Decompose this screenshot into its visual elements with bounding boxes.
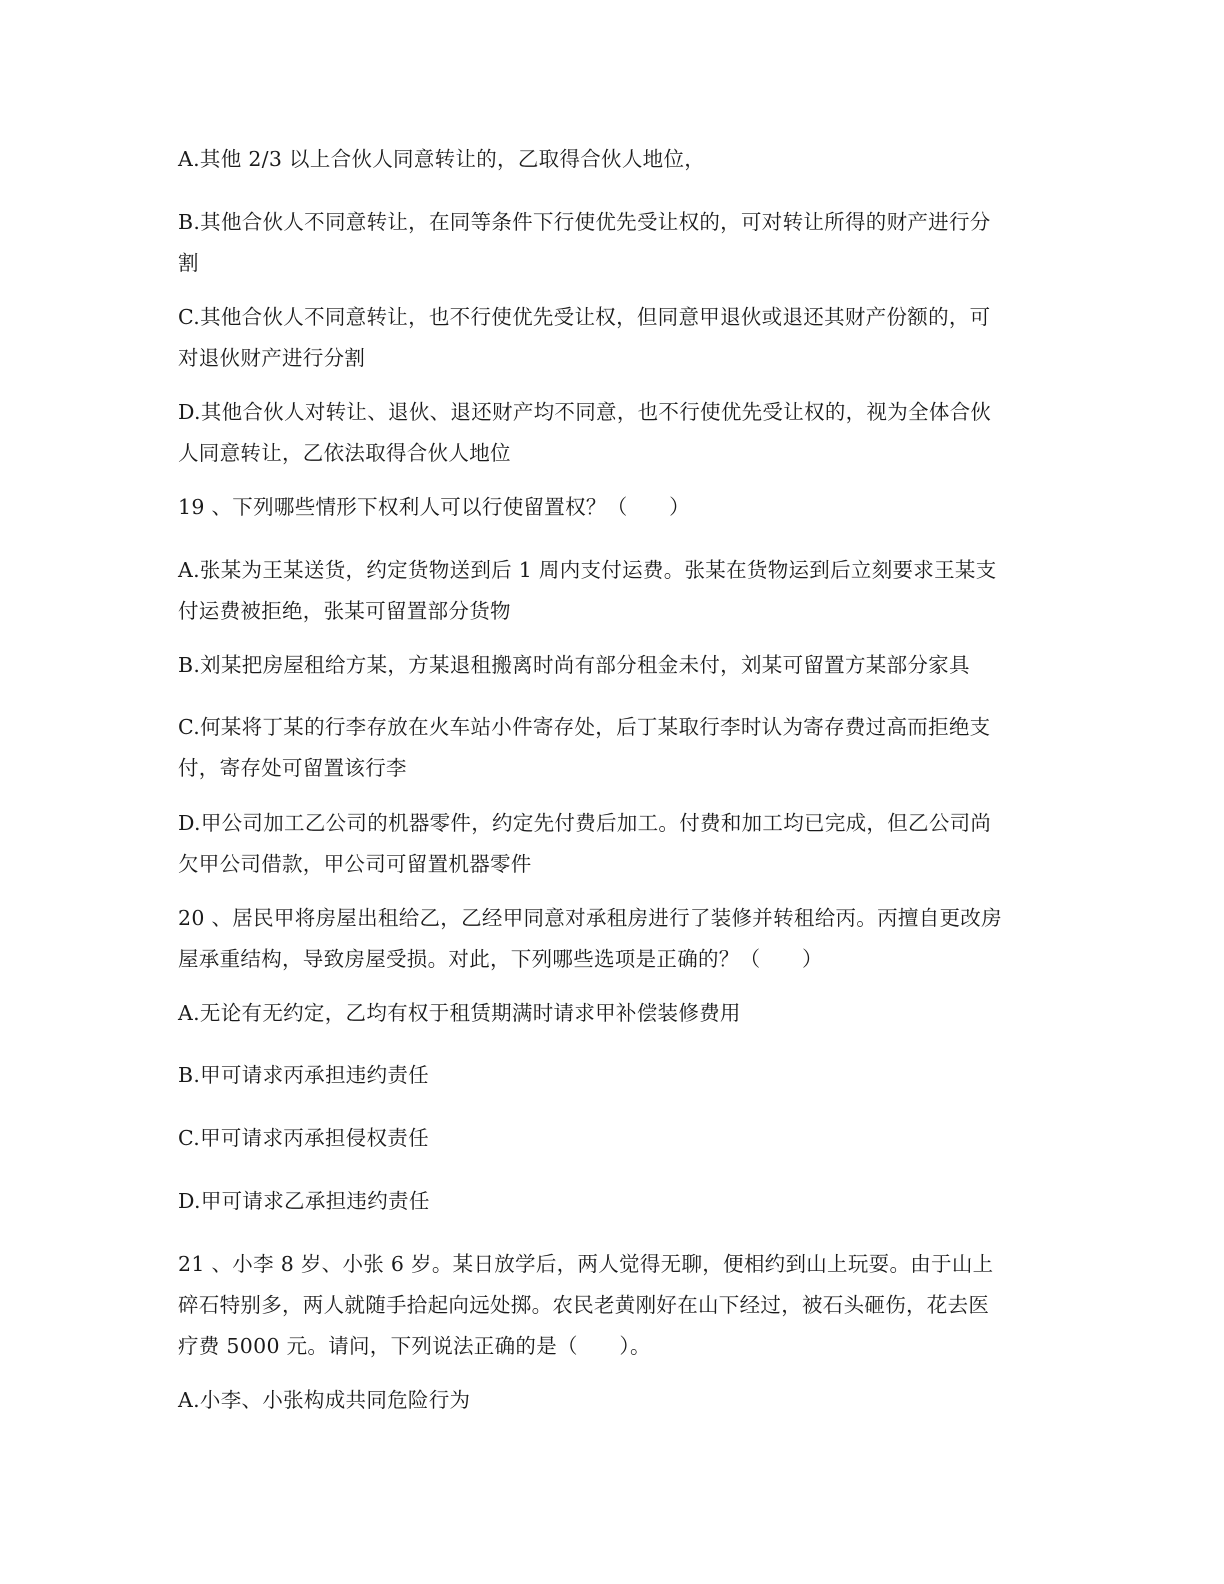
q18-option-c-line-1: C.其他合伙人不同意转让，也不行使优先受让权，但同意甲退伙或退还其财产份额的，可 — [178, 305, 991, 329]
question-20-line-1: 20 、居民甲将房屋出租给乙，乙经甲同意对承租房进行了装修并转租给丙。丙擅自更改房 — [178, 906, 1002, 930]
q20-option-c: C.甲可请求丙承担侵权责任 — [178, 1126, 429, 1150]
q19-option-c-line-1: C.何某将丁某的行李存放在火车站小件寄存处，后丁某取行李时认为寄存费过高而拒绝支 — [178, 715, 991, 739]
q18-option-c-line-2: 对退伙财产进行分割 — [178, 346, 366, 370]
q20-option-b: B.甲可请求丙承担违约责任 — [178, 1063, 429, 1087]
q20-option-a: A.无论有无约定，乙均有权于租赁期满时请求甲补偿装修费用 — [178, 1001, 741, 1025]
question-21-line-3: 疗费 5000 元。请问，下列说法正确的是（ ）。 — [178, 1334, 651, 1358]
question-21-line-2: 碎石特别多，两人就随手拾起向远处掷。农民老黄刚好在山下经过，被石头砸伤，花去医 — [178, 1293, 990, 1317]
q19-option-d-line-1: D.甲公司加工乙公司的机器零件，约定先付费后加工。付费和加工均已完成，但乙公司尚 — [178, 811, 992, 835]
q20-option-d: D.甲可请求乙承担违约责任 — [178, 1189, 430, 1213]
q18-option-d-line-2: 人同意转让，乙依法取得合伙人地位 — [178, 441, 511, 465]
q21-option-a: A.小李、小张构成共同危险行为 — [178, 1388, 471, 1412]
q18-option-d-line-1: D.其他合伙人对转让、退伙、退还财产均不同意，也不行使优先受让权的，视为全体合伙 — [178, 400, 992, 424]
q19-option-c-line-2: 付，寄存处可留置该行李 — [178, 756, 407, 780]
question-19: 19 、下列哪些情形下权利人可以行使留置权？（ ） — [178, 495, 690, 519]
question-21-line-1: 21 、小李 8 岁、小张 6 岁。某日放学后，两人觉得无聊，便相约到山上玩耍。由于山上 — [178, 1252, 994, 1276]
q19-option-d-line-2: 欠甲公司借款，甲公司可留置机器零件 — [178, 852, 532, 876]
q18-option-a: A.其他 2/3 以上合伙人同意转让的，乙取得合伙人地位， — [178, 147, 706, 171]
q19-option-a-line-2: 付运费被拒绝，张某可留置部分货物 — [178, 599, 511, 623]
q18-option-b-line-2: 割 — [178, 251, 199, 275]
q19-option-a-line-1: A.张某为王某送货，约定货物送到后 1 周内支付运费。张某在货物运到后立刻要求王某支 — [178, 558, 997, 582]
q18-option-b-line-1: B.其他合伙人不同意转让，在同等条件下行使优先受让权的，可对转让所得的财产进行分 — [178, 210, 991, 234]
q19-option-b: B.刘某把房屋租给方某，方某退租搬离时尚有部分租金未付，刘某可留置方某部分家具 — [178, 653, 970, 677]
question-20-line-2: 屋承重结构，导致房屋受损。对此，下列哪些选项是正确的？（ ） — [178, 947, 823, 971]
